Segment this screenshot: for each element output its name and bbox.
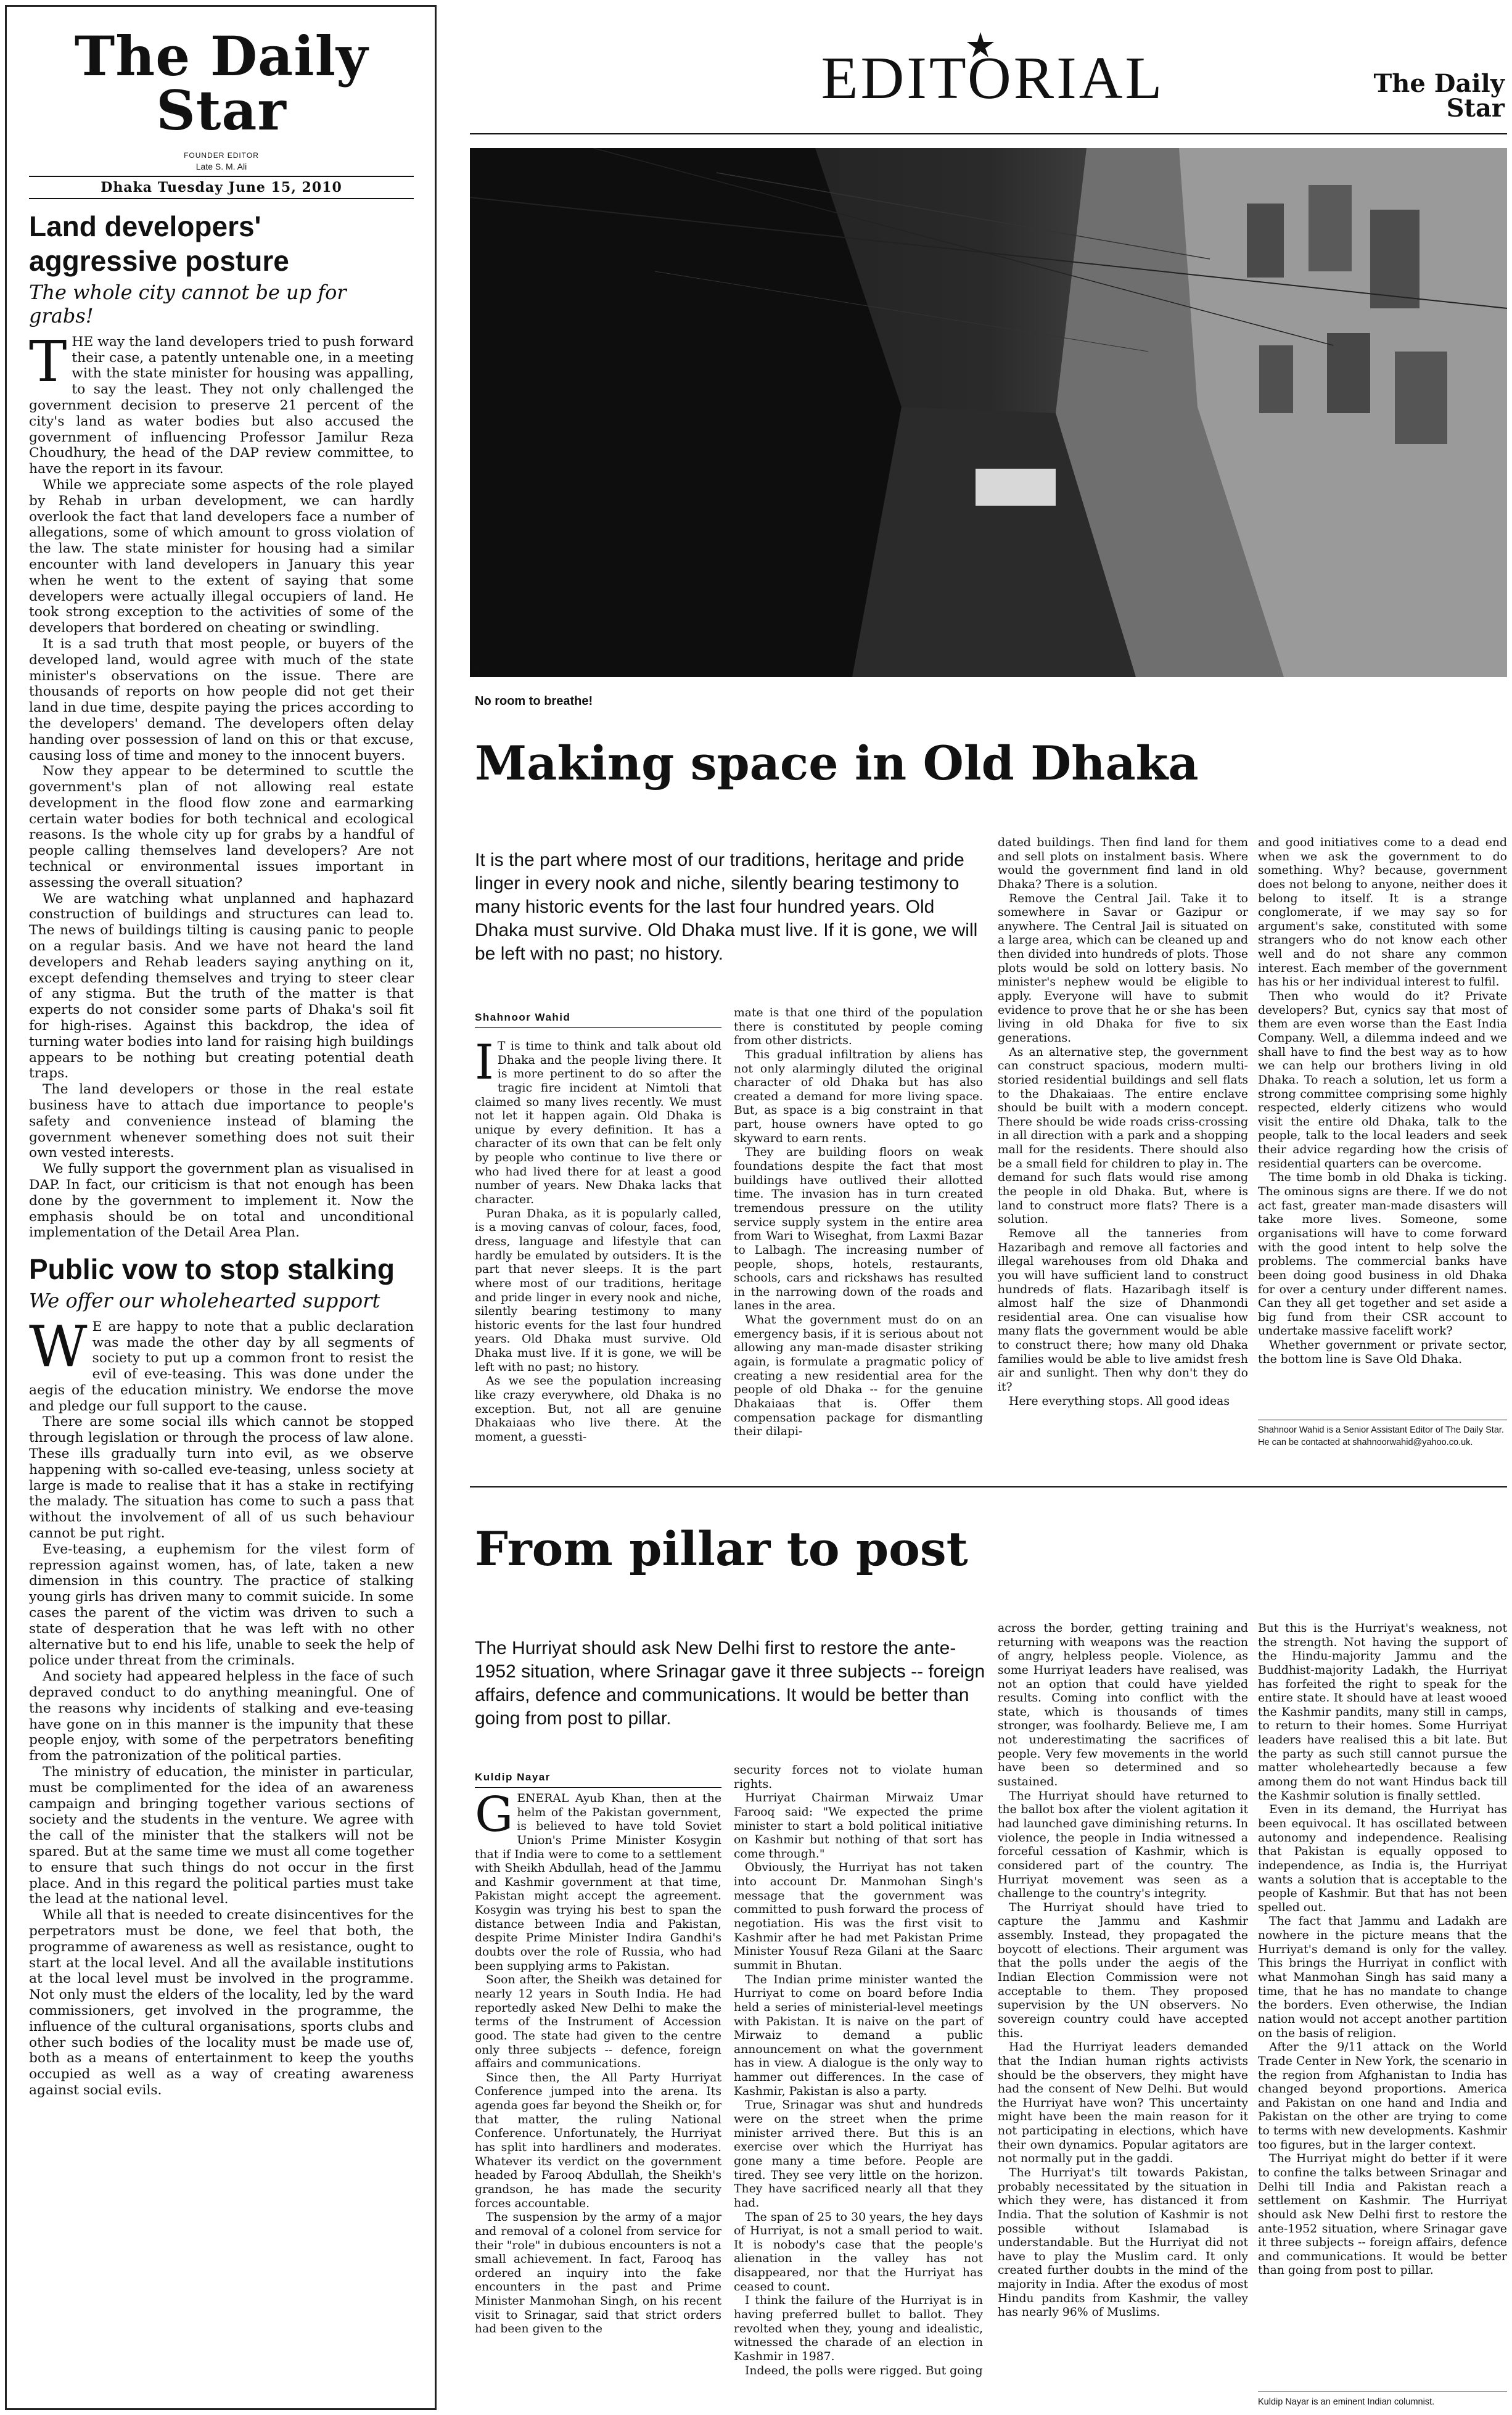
paragraph: The Indian prime minister wanted the Hurriyat to come on board before India held a series of ministerial-level meetings with Pakistan. It is naive on the part of Mirwaiz to demand a public announcement on what the government has in view. A dialogue is the only way to hammer out differences. In the case of Kashmir, Pakistan is also a party.	[734, 1973, 983, 2098]
editorial-deck-land: The whole city cannot be up for grabs!	[29, 281, 347, 328]
editorial-title-land: Land developers' aggressive posture	[29, 210, 289, 277]
paragraph: Now they appear to be determined to scuttle the government's plan of not allowing real estate development in the flood flow zone and earmarking certain water bodies for both technical and ecological reasons. Is the whole city up for grabs by a handful of people calling themselves land developers? Are not technical or environmental issues important in assessing the overall situation?	[29, 763, 414, 891]
editorial-body-land	[29, 328, 414, 1241]
paragraph: Whether government or private sector, the bottom line is Save Old Dhaka.	[1258, 1339, 1507, 1366]
paragraph: The Hurriyat should have tried to capture the Jammu and Kashmir assembly. Instead, they propagated the boycott of elections. Their argument was that the polls under the aegis of the Indian Election Commission were not acceptable to them. They proposed supervision by the UN observers. No sovereign country could have accepted this.	[998, 1901, 1248, 2040]
author-bio-kuldip: Kuldip Nayar is an eminent Indian columnist.	[1258, 2397, 1435, 2407]
article2-column-4	[1258, 1622, 1507, 2278]
drop-cap: W	[29, 1313, 88, 1380]
article1-column-4	[1258, 836, 1507, 1367]
paragraph: The fact that Jammu and Ladakh are nowhere in the picture means that the Hurriyat's demand is only for the valley. This brings the Hurriyat in conflict with what Manmohan Singh has said many a time, that he has no mandate to change the borders. Even otherwise, the Indian nation would not accept another partition on the basis of religion.	[1258, 1915, 1507, 2040]
drop-cap: I	[475, 1035, 494, 1090]
article2-column-2	[734, 1764, 983, 2378]
article-divider	[470, 1486, 1507, 1487]
paragraph: True, Srinagar was shut and hundreds were on the street when the prime minister arrived there. But this is an exercise over which the Hurriyat has gone many a time before. People are tired. They see very little on the horizon. They have sacrificed nearly all that they had.	[734, 2099, 983, 2210]
editorial-body-stalking	[29, 1313, 414, 2099]
drop-cap: T	[29, 328, 67, 395]
founder-label: FOUNDER EDITOR	[184, 151, 259, 160]
paragraph: Indeed, the polls were rigged. But going	[745, 2364, 983, 2377]
photo-credit: LSG	[471, 660, 480, 677]
paragraph: Even in its demand, the Hurriyat has been equivocal. It has oscillated between autonomy and independence. Realising that Pakistan is equally opposed to independence, as India is, the Hurriyat wants a solution that is acceptable to the people of Kashmir. But that has not been spelled out.	[1258, 1803, 1507, 1914]
paragraph: The time bomb in old Dhaka is ticking. The ominous signs are there. If we do not act fast, greater man-made disasters will take more lives. Someone, some organisations will have to come forward with the good intent to help solve the problems. The commercial banks have been doing good business in old Dhaka for over a century under different names. Can they all get together and set aside a big fund from their CSR account to undertake massive facelift work?	[1258, 1171, 1507, 1338]
paragraph: And society had appeared helpless in the face of such depraved conduct to do anything meaningful. One of the reasons why incidents of stalking and eve-teasing have gone on in this manner is the impunity that these people enjoy, with some of the perpetrators benefiting from the patronization of the political parties.	[29, 1669, 414, 1764]
photo-caption: No room to breathe!	[475, 694, 593, 708]
author-bio-shahnoor: Shahnoor Wahid is a Senior Assistant Editor of The Daily Star. He can be contacted at shahnoorwahid@yahoo.co.uk.	[1258, 1425, 1504, 1447]
byline-kuldip: Kuldip Nayar	[475, 1771, 721, 1788]
paragraph: GENERAL Ayub Khan, then at the helm of the Pakistan government, is believed to have told Soviet Union's Prime Minister Kosygin that if India were to come to a settlement with Sheikh Abdullah, head of the Jammu and Kashmir government at that time, Pakistan might accept the agreement. Kosygin was trying his best to span the distance between India and Pakistan, despite Prime Minister Indira Gandhi's doubts over the role of Russia, who had been supplying arms to Pakistan.	[475, 1787, 721, 1973]
paragraph: The suspension by the army of a major and removal of a colonel from service for their "role" in dubious encounters is not a small achievement. In fact, Farooq has ordered an inquiry into the fake encounters in the past and Prime Minister Manmohan Singh, on his recent visit to Srinagar, said that strict orders had been given to the	[475, 2211, 721, 2336]
paragraph: I T is time to think and talk about old Dhaka and the people living there. It is more pertinent to do so after the tragic fire incident at Nimtoli that claimed so many lives recently. We must not let it happen again. Old Dhaka is unique by every definition. It has a character of its own that can be felt only by people who continue to live there or who had lived there for at least a good number of years. New Dhaka lacks that character.	[475, 1035, 721, 1207]
article1-column-2	[734, 1006, 983, 1439]
paragraph: This gradual infiltration by aliens has not only alarmingly diluted the original character of old Dhaka but has also created a demand for more living space. But, as space is a big constraint in that part, house owners have opted to go skyward to earn rents.	[734, 1048, 983, 1145]
byline-shahnoor: Shahnoor Wahid	[475, 1011, 721, 1028]
paragraph: After the 9/11 attack on the World Trade Center in New York, the scenario in the region from Afghanistan to India has changed beyond proportions. America and Pakistan on one hand and India and Pakistan on the other are trying to come to terms with new developments. Kashmir too figures, but in the larger context.	[1258, 2041, 1507, 2152]
paragraph: Since then, the All Party Hurriyat Conference jumped into the arena. Its agenda goes far beyond the Sheikh or, for that matter, the ruling National Conference. Unfortunately, the Hurriyat has split into hardliners and moderates. Whatever its verdict on the government headed by Farooq Abdullah, the Sheikh's grandson, he has made the security forces accountable.	[475, 2071, 721, 2210]
founder-credit	[29, 151, 414, 172]
article-headline-old-dhaka: Making space in Old Dhaka	[475, 736, 1199, 791]
article-headline-pillar-to-post: From pillar to post	[475, 1521, 968, 1576]
paragraph: The ministry of education, the minister in particular, must be complimented for the idea of an awareness campaign and bringing together various sections of society and the students in the venture. We agree with the call of the minister that the stalkers will not be spared. But at the same time we must all come together to ensure that such things do not occur in the first place. And in this regard the political parties must take the lead at the national level.	[29, 1764, 414, 1907]
paragraph: Here everything stops. All good ideas	[1009, 1394, 1230, 1408]
street-scene-illustration	[470, 148, 1507, 677]
article2-column-1	[475, 1787, 721, 2337]
paragraph: Hurriyat Chairman Mirwaiz Umar Farooq said: "We expected the prime minister to start a bold political initiative on Kashmir but nothing of that sort has come through."	[734, 1792, 983, 1861]
paragraph: There are some social ills which cannot be stopped through legislation or through the process of law alone. These ills gradually turn into evil, as we observe happening with so-called eve-teasing, unless society at large is made to realise that it has a stake in rectifying the malady. The situation has come to such a pass that without the involvement of all of us such behaviour cannot be put right.	[29, 1414, 414, 1542]
paragraph: We are watching what unplanned and haphazard construction of buildings and structures can lead to. The news of buildings tilting is causing panic to people on a regular basis. And we have not heard the land developers and Rehab leaders saying anything on it, except defending themselves and trying to steer clear of any stigma. But the truth of the matter is that experts do not consider some parts of Dhaka's soil fit for high-rises. Against this backdrop, the idea of turning water bodies into land for raising high buildings appears to be nothing but creating potential death traps.	[29, 891, 414, 1082]
paragraph: But this is the Hurriyat's weakness, not the strength. Not having the support of the Hindu-majority Jammu and the Buddhist-majority Ladakh, the Hurriyat has forfeited the right to speak for the entire state. It should have at least wooed the Kashmir pandits, many still in camps, to return to their homes. Some Hurriyat leaders have realised this a bit late. But the party as such still cannot pursue the matter wholeheartedly because a few among them do not want Hindus back till the Kashmir solution is finally settled.	[1258, 1622, 1507, 1803]
paragraph: Puran Dhaka, as it is popularly called, is a moving canvas of colour, faces, food, dress, language and lifestyle that can hardly be emulated by outsiders. It is the part that never sleeps. It is the part where most of our traditions, heritage and pride linger in every nook and niche, silently bearing testimony to many historic events for the last four hundred years. Old Dhaka must survive. Old Dhaka must live. If it is gone, we will be left with no past; no history.	[475, 1207, 721, 1374]
paragraph: The land developers or those in the real estate business have to attach due importance to people's safety and convenience instead of blaming the government whenever something does not suit their own vested interests.	[29, 1082, 414, 1161]
dateline: Dhaka Tuesday June 15, 2010	[29, 177, 414, 199]
paragraph: across the border, getting training and returning with weapons was the reaction of angry, helpless people. Violence, as some Hurriyat leaders have realised, was not an option that could have yielded results. Coming into conflict with the state, which is thousands of times stronger, was foolhardy. Believe me, I am not underestimating the sacrifices of people. Very few movements in the world have been so determined and so sustained.	[998, 1622, 1248, 1789]
paragraph: We fully support the government plan as visualised in DAP. In fact, our criticism is that not enough has been done by the government to implement it. Now the emphasis should be on total and unconditional implementation of the Detail Area Plan.	[29, 1161, 414, 1241]
paragraph: Obviously, the Hurriyat has not taken into account Dr. Manmohan Singh's message that the government was committed to push forward the process of negotiation. His was the first visit to Kashmir after he had met Pakistan Prime Minister Yousuf Reza Gilani at the Saarc summit in Bhutan.	[734, 1861, 983, 1972]
paragraph: W E are happy to note that a public declaration was made the other day by all segments of society to put up a common front to resist the evil of eve-teasing. This was done under the aegis of the education ministry. We endorse the move and pledge our full support to the cause.	[29, 1313, 414, 1414]
paragraph: The Hurriyat should have returned to the ballot box after the violent agitation it had launched gave diminishing returns. In violence, the people in India witnessed a forceful cessation of Kashmir, which is considered part of the country. The Hurriyat movement was seen as a challenge to the country's integrity.	[998, 1789, 1248, 1901]
paragraph: They are building floors on weak foundations despite the fact that most buildings have outlived their allotted time. The invasion has in turn created tremendous pressure on the utility service supply system in the entire area from Wari to Wiseghat, from Laxmi Bazar to Lalbagh. The increasing number of people, shops, hotels, restaurants, schools, cars and rickshaws has resulted in the narrowing down of the roads and lanes in the area.	[734, 1146, 983, 1313]
paragraph: mate is that one third of the population there is constituted by people coming from other districts.	[734, 1006, 983, 1048]
paragraph: Had the Hurriyat leaders demanded that the Indian human rights activists should be the observers, they might have had the consent of New Delhi. But would the Hurriyat have won? This uncertainty might have been the main reason for it not participating in elections, which have their own dynamics. Popular agitators are not normally put in the gaddi.	[998, 2041, 1248, 2166]
article1-column-1	[475, 1035, 721, 1445]
paragraph: While all that is needed to create disincentives for the perpetrators must be done, we feel that both, the programme of awareness as well as resistance, ought to start at the local level. And all the available institutions at the local level must be involved in the programme. Not only must the elders of the locality, led by the ward commissioners, get involved in the programme, the influence of the cultural organisations, sports clubs and other such bodies of the locality must be made use of, both as a means of entertainment to keep the youths occupied as well as a way of creating awareness against social evils.	[29, 1907, 414, 2098]
paragraph: and good initiatives come to a dead end when we ask the government to do something. Why? because, government does not belong to anyone, neither does it belong to itself. It is a strange conglomerate, if we may say so for argument's sake, constituted with some strangers who do not know each other well and do not share any common interest. Each member of the government has his or her individual interest to fulfil.	[1258, 836, 1507, 989]
small-masthead: The Daily Star	[1373, 69, 1505, 123]
paragraph: I think the failure of the Hurriyat is in having preferred bullet to ballot. They revolted when they, young and idealistic, witnessed the charade of an election in Kashmir in 1987.	[734, 2294, 983, 2363]
paragraph: security forces not to violate human rights.	[734, 1764, 983, 1791]
editorial-title-stalking: Public vow to stop stalking	[29, 1253, 395, 1286]
founder-name: Late S. M. Ali	[195, 161, 247, 171]
paragraph: Then who would do it? Private developers? But, cynics say that most of them are even worse than the East India Company. Well, a dilemma indeed and we shall have to find the best way as to how we can help our brothers living in old Dhaka. To reach a solution, let us form a strong committee comprising some highly respected, elderly citizens who would visit the entire old Dhaka, talk to the people, talk to the local leaders and seek their advice regarding how the crisis of residential quarters can be overcome.	[1258, 990, 1507, 1170]
article-standfirst-old-dhaka: It is the part where most of our traditions, heritage and pride linger in every nook and niche, silently bearing testimony to many historic events for the last four hundred years. Old Dhaka must survive. Old Dhaka must live. If it is gone, we will be left with no past; no history.	[475, 850, 978, 965]
header-rule	[470, 133, 1507, 134]
editorial-column	[5, 5, 437, 2410]
paragraph: What the government must do on an emergency basis, if it is serious about not allowing any man-made disaster striking again, is formulate a pragmatic policy of creating a new residential area for the people of old Dhaka -- for the genuine Dhakaiaas that is. Offer them compensation package for dismantling their dilapi-	[734, 1314, 983, 1439]
paragraph: THE way the land developers tried to push forward their case, a patently untenable one, in a meeting with the state minister for housing was appalling, to say the least. They not only challenged the government decision to preserve 21 percent of the city's land as water bodies but also accused the government of influencing Professor Jamilur Reza Choudhury, the head of the DAP review committee, to have the report in its favour.	[29, 328, 414, 477]
old-dhaka-photo	[470, 148, 1507, 677]
paragraph: The Hurriyat might do better if it were to confine the talks between Srinagar and Delhi till India and Pakistan reach a settlement on Kashmir. The Hurriyat should ask New Delhi first to restore the ante-1952 situation, where Srinagar gave it three subjects -- foreign affairs, defence and communications. It would be better than going from post to pillar.	[1258, 2152, 1507, 2277]
paragraph: While we appreciate some aspects of the role played by Rehab in urban development, we can hardly overlook the fact that land developers face a number of allegations, some of which amount to gross violation of the law. The state minister for housing had a similar encounter with land developers in January this year when he went to the extent of saying that some developers were actually illegal occupiers of land. He took strong exception to the activities of some of the developers that bordered on cheating or swindling.	[29, 477, 414, 636]
article-standfirst-pillar: The Hurriyat should ask New Delhi first to restore the ante-1952 situation, where Srinagar gave it three subjects -- foreign affairs, defence and communications. It would be better than going from post to pillar.	[475, 1638, 985, 1729]
paragraph: Soon after, the Sheikh was detained for nearly 12 years in South India. He had reportedly asked New Delhi to make the terms of the Instrument of Accession good. The state had given to the centre only three subjects -- defence, foreign affairs and communications.	[475, 1973, 721, 2071]
editorial-deck-stalking: We offer our wholehearted support	[29, 1289, 380, 1313]
paragraph: The Hurriyat's tilt towards Pakistan, probably necessitated by the situation in which they were, has distanced it from India. That the solution of Kashmir is not possible without Islamabad is understandable. But the Hurriyat did not have to play the Muslim card. It only created further doubts in the mind of the majority in India. After the exodus of most Hindu pandits from Kashmir, the valley has nearly 96% of Muslims.	[998, 2166, 1248, 2319]
article1-column-3	[998, 836, 1248, 1409]
paragraph: Remove the Central Jail. Take it to somewhere in Savar or Gazipur or anywhere. The Central Jail is situated on a large area, which can be cleaned up and then divided into hundreds of plots. Those plots would be sold on lottery basis. No minister's nephew would be eligible to apply. Everyone will have to submit evidence to prove that he or she has been living in old Dhaka for five to six generations.	[998, 892, 1248, 1045]
paragraph: As we see the population increasing like crazy everywhere, old Dhaka is no exception. But, not all are genuine Dhakaiaas who live there. At the moment, a guessti-	[475, 1375, 721, 1444]
paragraph: dated buildings. Then find land for them and sell plots on instalment basis. Where would the government find land in old Dhaka? There is a solution.	[998, 836, 1248, 891]
paragraph: Eve-teasing, a euphemism for the vilest form of repression against women, has, of late, taken a new dimension in this country. The practice of stalking young girls has driven many to commit suicide. In some cases the parent of the victim was driven to such a state of desperation that he was left with no other alternative but to end his life, unable to seek the help of police under threat from the criminals.	[29, 1541, 414, 1669]
masthead-title: The Daily Star	[74, 24, 369, 142]
article2-column-3	[998, 1622, 1248, 2320]
drop-cap: G	[475, 1787, 514, 1843]
paragraph: It is a sad truth that most people, or buyers of the developed land, would agree with much of the state minister's observations on the issue. There are thousands of reports on how people did not get their land in due time, despite paying the prices according to the developers' demand. The developers often delay handing over possession of land on this or that excuse, causing loss of time and money to the innocent buyers.	[29, 636, 414, 763]
paragraph: As an alternative step, the government can construct spacious, modern multi-storied residential buildings and sell flats to the Dhakaiaas. The entire enclave should be built with a modern concept. There should be wide roads criss-crossing in all direction with a park and a shopping mall for the residents. There should also be a small field for children to play in. The demand for such flats would rise among the people in old Dhaka. But, where is land to construct more flats? There is a solution.	[998, 1045, 1248, 1227]
paragraph: Remove all the tanneries from Hazaribagh and remove all factories and illegal warehouses from old Dhaka and you will have sufficient land to construct hundreds of flats. Hazaribagh itself is almost half the size of Dhanmondi residential area. One can visualise how many flats the government would be able to construct there; how many old Dhaka families would be able to live amidst fresh air and sunlight. Then why don't they do it?	[998, 1227, 1248, 1394]
section-title: EDITORIAL	[821, 45, 1165, 112]
paragraph: The span of 25 to 30 years, the hey days of Hurriyat, is not a small period to wait. It is nobody's case that the people's alienation in the valley has not disappeared, nor that the Hurriyat has ceased to count.	[734, 2210, 983, 2294]
